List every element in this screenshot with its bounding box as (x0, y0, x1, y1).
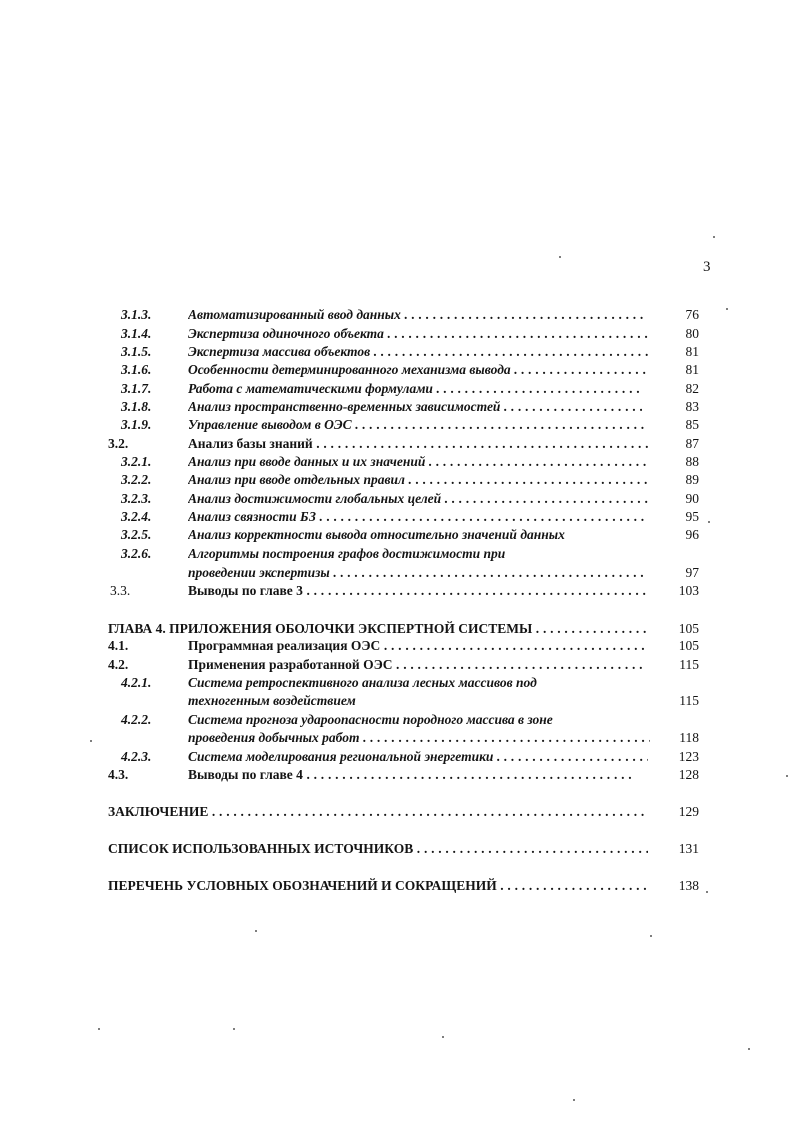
toc-entry-number: 3.2. (108, 436, 129, 451)
scan-speck (786, 775, 788, 777)
toc-entry-title: Анализ при вводе отдельных правил . . . (188, 471, 648, 489)
scan-speck (573, 1099, 575, 1101)
scan-speck (713, 236, 715, 238)
toc-entry-number: 3.1.8. (121, 399, 152, 414)
toc-entry-page: 97 (685, 565, 699, 580)
toc-entry-number: 4.1. (108, 638, 129, 653)
scan-speck (559, 256, 561, 258)
toc-entry-number: 4.2. (108, 657, 129, 672)
toc-entry-title: Анализ базы знаний . . . (188, 435, 648, 453)
toc-entry-page: 85 (685, 417, 699, 432)
toc-entry-page: 128 (678, 767, 699, 782)
scan-speck (650, 935, 652, 937)
toc-entry-page: 115 (679, 693, 699, 708)
toc-entry-page: 89 (685, 472, 699, 487)
toc-entry-page: 95 (685, 509, 699, 524)
toc-entry-page: 82 (685, 381, 699, 396)
toc-entry-page: 87 (685, 436, 699, 451)
toc-entry-title: проведения добычных работ . . . (188, 729, 650, 747)
toc-entry-number: 4.2.1. (121, 675, 152, 690)
toc-entry-page: 105 (678, 621, 699, 636)
toc-entry-title: Программная реализация ОЭС . . . (188, 637, 646, 655)
scan-speck (90, 740, 92, 742)
toc-entry-page: 138 (678, 878, 699, 893)
toc-entry-number: 3.2.1. (121, 454, 152, 469)
toc-entry-page: 118 (679, 730, 699, 745)
toc-entry-title: ПЕРЕЧЕНЬ УСЛОВНЫХ ОБОЗНАЧЕНИЙ И СОКРАЩЕНИЙ . . . (108, 877, 648, 895)
toc-entry-page: 81 (685, 362, 699, 377)
toc-entry-title: СПИСОК ИСПОЛЬЗОВАННЫХ ИСТОЧНИКОВ . . . (108, 840, 648, 858)
toc-entry-title: Система моделирования региональной энергетики . . . (188, 748, 648, 766)
toc-entry-number: 3.3. (110, 583, 131, 598)
toc-entry-number: 4.2.3. (121, 749, 152, 764)
scan-speck (706, 891, 708, 893)
toc-entry-number: 3.2.3. (121, 491, 152, 506)
toc-entry-page: 76 (685, 307, 699, 322)
scan-speck (442, 1036, 444, 1038)
toc-entry-number: 3.1.5. (121, 344, 152, 359)
toc-entry-page: 83 (685, 399, 699, 414)
toc-entry-page: 103 (678, 583, 699, 598)
page-number: 3 (703, 259, 711, 275)
toc-entry-number: 4.3. (108, 767, 129, 782)
toc-entry-number: 3.1.4. (121, 326, 152, 341)
toc-entry-page: 131 (678, 841, 699, 856)
toc-entry-number: 3.1.3. (121, 307, 152, 322)
toc-entry-title: Анализ связности БЗ . . . (188, 508, 648, 526)
toc-entry-number: 3.1.6. (121, 362, 152, 377)
toc-entry-page: 123 (678, 749, 699, 764)
toc-entry-title: Экспертиза массива объектов . . . (188, 343, 648, 361)
toc-entry-number: 3.2.5. (121, 527, 152, 542)
scan-speck (98, 1028, 100, 1030)
toc-entry-title: Применения разработанной ОЭС . . . (188, 656, 646, 674)
toc-entry-title: Система ретроспективного анализа лесных массивов под (188, 675, 537, 690)
scan-speck (255, 930, 257, 932)
toc-entry-title: ЗАКЛЮЧЕНИЕ . . . (108, 803, 648, 821)
toc-entry-title: ГЛАВА 4. ПРИЛОЖЕНИЯ ОБОЛОЧКИ ЭКСПЕРТНОЙ СИСТЕМЫ . . . (108, 620, 646, 638)
toc-entry-title: Анализ пространственно-временных зависимостей . . . (188, 398, 642, 416)
toc-entry-number: 3.2.2. (121, 472, 152, 487)
toc-entry-title: Управление выводом в ОЭС . . . (188, 416, 648, 434)
toc-entry-page: 90 (685, 491, 699, 506)
toc-entry-page: 96 (685, 527, 699, 542)
toc-entry-number: 3.2.4. (121, 509, 152, 524)
toc-entry-title: Анализ корректности вывода относительно значений данных (188, 527, 565, 542)
toc-entry-number: 3.1.9. (121, 417, 152, 432)
toc-entry-number: 4.2.2. (121, 712, 152, 727)
toc-entry-page: 80 (685, 326, 699, 341)
scan-speck (233, 1028, 235, 1030)
toc-entry-title: Автоматизированный ввод данных . . . (188, 306, 646, 324)
toc-entry-title: Анализ при вводе данных и их значений . . . (188, 453, 648, 471)
toc-entry-page: 88 (685, 454, 699, 469)
toc-entry-title: Работа с математическими формулами . . . (188, 380, 644, 398)
toc-entry-title: Алгоритмы построения графов достижимости при (188, 546, 506, 561)
toc-entry-title: техногенным воздействием (188, 693, 356, 708)
toc-entry-title: Особенности детерминированного механизма вывода . . . (188, 361, 648, 379)
toc-entry-title: Экспертиза одиночного объекта . . . (188, 325, 648, 343)
toc-entry-page: 115 (679, 657, 699, 672)
toc-entry-title: Выводы по главе 3 . . . (188, 582, 648, 600)
toc-entry-page: 105 (678, 638, 699, 653)
toc-entry-title: Выводы по главе 4 . . . (188, 766, 632, 784)
scan-speck (726, 308, 728, 310)
toc-entry-page: 129 (678, 804, 699, 819)
toc-entry-number: 3.2.6. (121, 546, 152, 561)
toc-entry-number: 3.1.7. (121, 381, 152, 396)
scan-speck (708, 521, 710, 523)
toc-entry-title: Анализ достижимости глобальных целей . . . (188, 490, 650, 508)
toc-entry-page: 81 (685, 344, 699, 359)
toc-entry-title: проведении экспертизы . . . (188, 564, 648, 582)
toc-entry-title: Система прогноза удароопасности породного массива в зоне (188, 712, 553, 727)
scan-speck (748, 1048, 750, 1050)
